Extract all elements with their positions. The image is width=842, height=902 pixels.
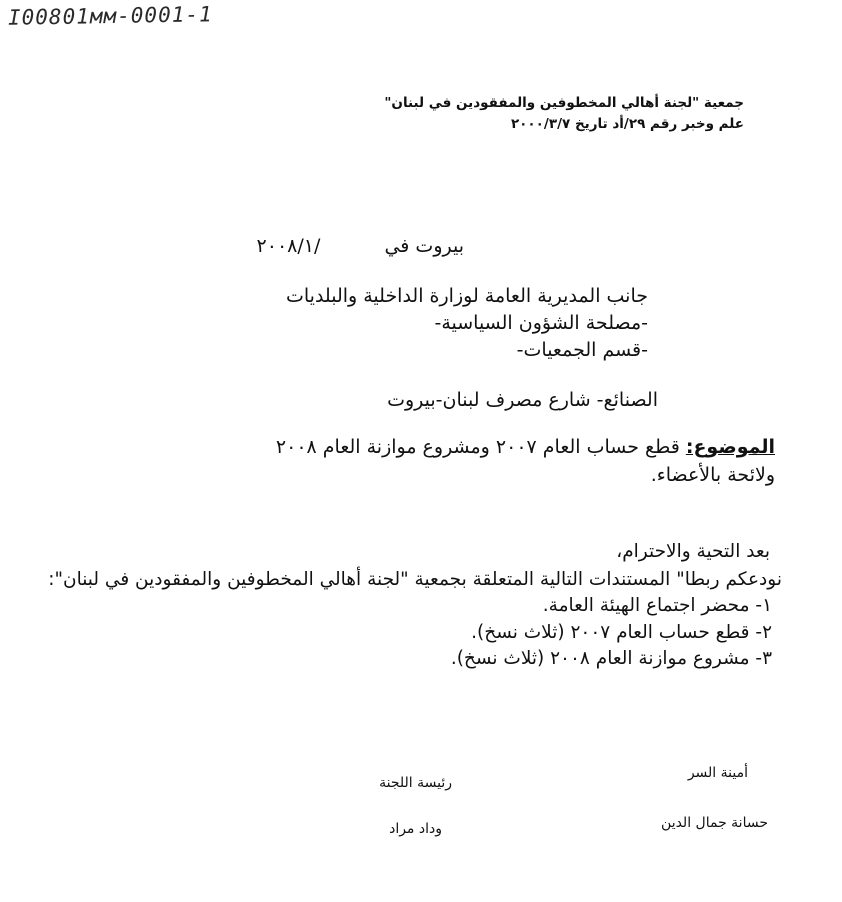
subject-text: قطع حساب العام ٢٠٠٧ ومشروع موازنة العام ٢٠٠٨	[275, 436, 680, 458]
org-header: جمعية "لجنة أهالي المخطوفين والمفقودين في لبنان"	[384, 95, 744, 111]
archive-code: I00801мм-0001-1	[7, 2, 213, 30]
secretary-name: حسانة جمال الدين	[661, 815, 768, 831]
intro-paragraph: نودعكم ربطا" المستندات التالية المتعلقة بجمعية "لجنة أهالي المخطوفين والمفقودين في لبنان":	[48, 569, 782, 590]
greeting: بعد التحية والاحترام،	[616, 541, 770, 562]
recipient-department: -مصلحة الشؤون السياسية-	[434, 312, 648, 334]
date-value: /٢٠٠٨/١	[256, 235, 321, 257]
subject-label: الموضوع:	[685, 436, 775, 458]
registration-line: علم وخبر رقم ٢٩/أد تاريخ ٢٠٠٠/٣/٧	[510, 116, 744, 132]
secretary-title: أمينة السر	[687, 765, 748, 781]
subject-continuation: ولائحة بالأعضاء.	[650, 464, 775, 486]
president-title: رئيسة اللجنة	[379, 775, 452, 791]
recipient-section: -قسم الجمعيات-	[516, 339, 648, 361]
list-item: ١- محضر اجتماع الهيئة العامة.	[542, 595, 772, 616]
list-item: ٢- قطع حساب العام ٢٠٠٧ (ثلاث نسخ).	[471, 622, 772, 643]
president-name: وداد مراد	[389, 821, 442, 837]
recipient-line: جانب المديرية العامة لوزارة الداخلية والبلديات	[285, 285, 648, 307]
date-place: بيروت في	[384, 235, 464, 257]
date-line	[257, 235, 464, 257]
list-item: ٣- مشروع موازنة العام ٢٠٠٨ (ثلاث نسخ).	[450, 648, 772, 669]
subject-line	[276, 436, 775, 458]
street-address: الصنائع- شارع مصرف لبنان-بيروت	[387, 389, 658, 411]
